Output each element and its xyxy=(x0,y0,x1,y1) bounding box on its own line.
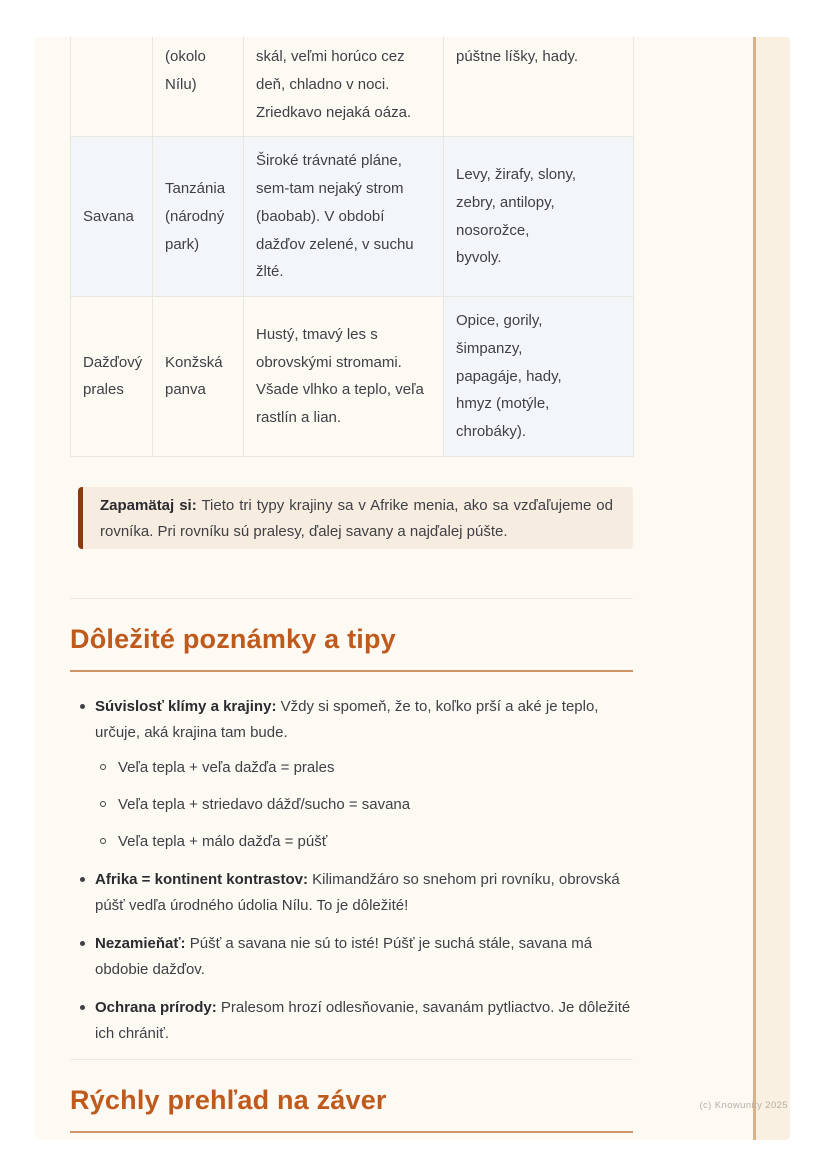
bullet-dot-icon xyxy=(80,877,85,882)
table-row-desert xyxy=(71,37,634,137)
bullet-circle-icon xyxy=(100,764,106,770)
list-item xyxy=(70,867,633,919)
landscape-table xyxy=(70,37,634,457)
sub-list-item xyxy=(100,792,633,818)
section-divider xyxy=(70,1059,633,1060)
section-title-summary: Rýchly prehľad na záver xyxy=(70,1084,633,1133)
bullet-label: Afrika = kontinent kontrastov: xyxy=(95,871,308,889)
bullet-circle-icon xyxy=(100,801,106,807)
table-cell-location: (okolo Nílu) xyxy=(153,37,244,137)
callout-label: Zapamätaj si: xyxy=(100,496,197,514)
table-cell-type: Savana xyxy=(71,137,153,297)
table-cell-appearance: Široké trávnaté pláne, sem-tam nejaký strom (baobab). V období dažďov zelené, v suchu žlté. xyxy=(244,137,444,297)
bullet-paragraph xyxy=(95,867,633,919)
bullet-dot-icon xyxy=(80,941,85,946)
table-row-rainforest xyxy=(71,297,634,457)
section-title-notes: Dôležité poznámky a tipy xyxy=(70,623,633,672)
table-cell-location: Konžská panva xyxy=(153,297,244,457)
table-cell-type xyxy=(71,37,153,137)
callout-body-text: Tieto tri typy krajiny sa v Afrike menia, ako sa vzďaľujeme od rovníka. Pri rovníku sú pralesy, ďalej savany a najďalej púšte. xyxy=(100,496,613,540)
bullet-text: Kilimandžáro so snehom pri rovníku, obrovská púšť vedľa úrodného údolia Nílu. To je dôležité! xyxy=(95,871,620,915)
bullet-dot-icon xyxy=(80,1005,85,1010)
copyright-text: (c) Knowunity 2025 xyxy=(699,1100,788,1111)
section-divider xyxy=(70,598,633,599)
table-cell-appearance: Hustý, tmavý les s obrovskými stromami. Všade vlhko a teplo, veľa rastlín a lian. xyxy=(244,297,444,457)
page-edge-strip xyxy=(753,37,790,1140)
bullet-label: Nezamieňať: xyxy=(95,935,186,953)
table-cell-type: Dažďový prales xyxy=(71,297,153,457)
sub-bullet-text: Veľa tepla + veľa dažďa = prales xyxy=(118,759,335,777)
notes-list xyxy=(70,694,633,1047)
list-item xyxy=(70,931,633,983)
bullet-label: Súvislosť klímy a krajiny: xyxy=(95,698,277,716)
document-page xyxy=(35,37,790,1140)
list-item xyxy=(70,694,633,855)
bullet-text: Púšť a savana nie sú to isté! Púšť je suchá stále, savana má obdobie dažďov. xyxy=(95,935,593,979)
table-cell-animals: púštne líšky, hady. xyxy=(444,37,634,137)
table-row-savanna xyxy=(71,137,634,297)
callout-paragraph xyxy=(100,493,613,546)
bullet-paragraph xyxy=(95,931,633,983)
bullet-paragraph xyxy=(95,995,633,1047)
list-item xyxy=(70,995,633,1047)
bullet-circle-icon xyxy=(100,838,106,844)
page-content xyxy=(70,37,633,1133)
bullet-dot-icon xyxy=(80,704,85,709)
sub-list-item xyxy=(100,755,633,781)
sub-bullet-text: Veľa tepla + málo dažďa = púšť xyxy=(118,833,328,851)
table-cell-location: Tanzánia (národný park) xyxy=(153,137,244,297)
table-cell-animals: Opice, gorily, šimpanzy, papagáje, hady, hmyz (motýle, chrobáky). xyxy=(444,297,634,457)
callout-note xyxy=(78,487,633,550)
sub-bullet-text: Veľa tepla + striedavo dážď/sucho = savana xyxy=(118,796,411,814)
table-cell-appearance: skál, veľmi horúco cez deň, chladno v noci. Zriedkavo nejaká oáza. xyxy=(244,37,444,137)
sub-list xyxy=(100,755,633,855)
bullet-paragraph xyxy=(95,694,633,746)
sub-list-item xyxy=(100,829,633,855)
table-cell-animals: Levy, žirafy, slony, zebry, antilopy, nosorožce, byvoly. xyxy=(444,137,634,297)
bullet-text: Pralesom hrozí odlesňovanie, savanám pytliactvo. Je dôležité ich chrániť. xyxy=(95,999,631,1043)
bullet-label: Ochrana prírody: xyxy=(95,999,217,1017)
bullet-text: Vždy si spomeň, že to, koľko prší a aké je teplo, určuje, aká krajina tam bude. xyxy=(95,698,599,742)
